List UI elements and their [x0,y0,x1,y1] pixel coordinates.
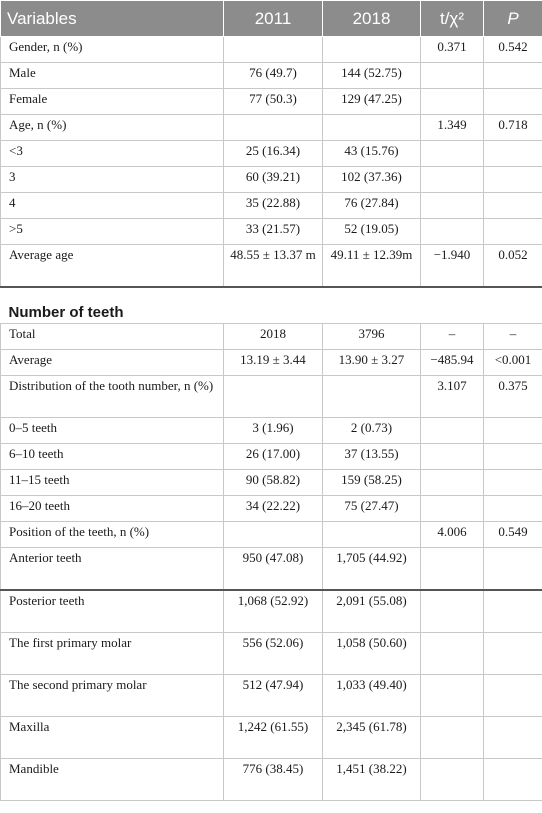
value-2011: 556 (52.06) [224,633,323,675]
row-label: Position of the teeth, n (%) [1,522,224,548]
header-2011: 2011 [224,1,323,37]
row-label: <3 [1,141,224,167]
section-title: Number of teeth [1,287,542,324]
table-row [1,63,542,89]
value-2011: 35 (22.88) [224,193,323,219]
p-value: 0.375 [484,376,542,418]
value-2018: 49.11 ± 12.39m [323,245,421,288]
stat-value: −1.940 [421,245,484,288]
table-row [1,590,542,633]
row-label: Average [1,350,224,376]
value-2018: 43 (15.76) [323,141,421,167]
value-2018: 1,451 (38.22) [323,759,421,801]
row-label: 16–20 teeth [1,496,224,522]
row-label: Mandible [1,759,224,801]
row-label: Age, n (%) [1,115,224,141]
value-2011: 76 (49.7) [224,63,323,89]
stat-value: 1.349 [421,115,484,141]
row-label: 0–5 teeth [1,418,224,444]
table-row [1,522,542,548]
table-row [1,418,542,444]
p-value: 0.549 [484,522,542,548]
row-label: Average age [1,245,224,288]
stat-value: −485.94 [421,350,484,376]
table-row [1,324,542,350]
value-2011: 950 (47.08) [224,548,323,591]
value-2018: 37 (13.55) [323,444,421,470]
value-2018: 2 (0.73) [323,418,421,444]
row-label: 11–15 teeth [1,470,224,496]
table-row [1,376,542,418]
row-label: Distribution of the tooth number, n (%) [1,376,224,418]
header-stat: t/χ² [421,1,484,37]
section-header-row [1,287,542,324]
table-row [1,193,542,219]
table-row [1,496,542,522]
table-row [1,548,542,591]
row-label: Anterior teeth [1,548,224,591]
value-2018: 2,345 (61.78) [323,717,421,759]
table-row [1,470,542,496]
row-label: The second primary molar [1,675,224,717]
table-row [1,444,542,470]
row-label: Gender, n (%) [1,37,224,63]
header-p: P [484,1,542,37]
table-row [1,759,542,801]
value-2011: 512 (47.94) [224,675,323,717]
table-row [1,37,542,63]
value-2018: 52 (19.05) [323,219,421,245]
value-2018: 1,033 (49.40) [323,675,421,717]
value-2018: 159 (58.25) [323,470,421,496]
value-2018: 76 (27.84) [323,193,421,219]
value-2018: 1,058 (50.60) [323,633,421,675]
stat-value: 4.006 [421,522,484,548]
table-row [1,717,542,759]
table-header-row [1,1,542,37]
value-2018: 13.90 ± 3.27 [323,350,421,376]
row-label: Maxilla [1,717,224,759]
value-2011: 1,068 (52.92) [224,590,323,633]
value-2011: 26 (17.00) [224,444,323,470]
value-2018: 75 (27.47) [323,496,421,522]
value-2011: 13.19 ± 3.44 [224,350,323,376]
value-2011: 3 (1.96) [224,418,323,444]
header-variables: Variables [1,1,224,37]
row-label: >5 [1,219,224,245]
value-2011: 60 (39.21) [224,167,323,193]
value-2018: 2,091 (55.08) [323,590,421,633]
value-2011: 90 (58.82) [224,470,323,496]
row-label: Male [1,63,224,89]
table-row [1,245,542,288]
p-value: <0.001 [484,350,542,376]
value-2011: 33 (21.57) [224,219,323,245]
row-label: Posterior teeth [1,590,224,633]
table-row [1,633,542,675]
value-2018: 3796 [323,324,421,350]
header-2018: 2018 [323,1,421,37]
value-2011: 776 (38.45) [224,759,323,801]
p-value: 0.542 [484,37,542,63]
row-label: 4 [1,193,224,219]
row-label: 6–10 teeth [1,444,224,470]
table-row [1,219,542,245]
row-label: The first primary molar [1,633,224,675]
value-2018: 129 (47.25) [323,89,421,115]
value-2011: 1,242 (61.55) [224,717,323,759]
table-row [1,350,542,376]
value-2011: 25 (16.34) [224,141,323,167]
value-2011: 48.55 ± 13.37 m [224,245,323,288]
p-value: – [484,324,542,350]
table-row [1,115,542,141]
row-label: Female [1,89,224,115]
stat-value: 0.371 [421,37,484,63]
stat-value: – [421,324,484,350]
row-label: Total [1,324,224,350]
table-row [1,675,542,717]
table-row [1,89,542,115]
table-row [1,167,542,193]
value-2011: 77 (50.3) [224,89,323,115]
value-2018: 144 (52.75) [323,63,421,89]
p-value: 0.718 [484,115,542,141]
stat-value: 3.107 [421,376,484,418]
value-2018: 1,705 (44.92) [323,548,421,591]
table-row [1,141,542,167]
p-value: 0.052 [484,245,542,288]
value-2011: 2018 [224,324,323,350]
value-2011: 34 (22.22) [224,496,323,522]
row-label: 3 [1,167,224,193]
value-2018: 102 (37.36) [323,167,421,193]
